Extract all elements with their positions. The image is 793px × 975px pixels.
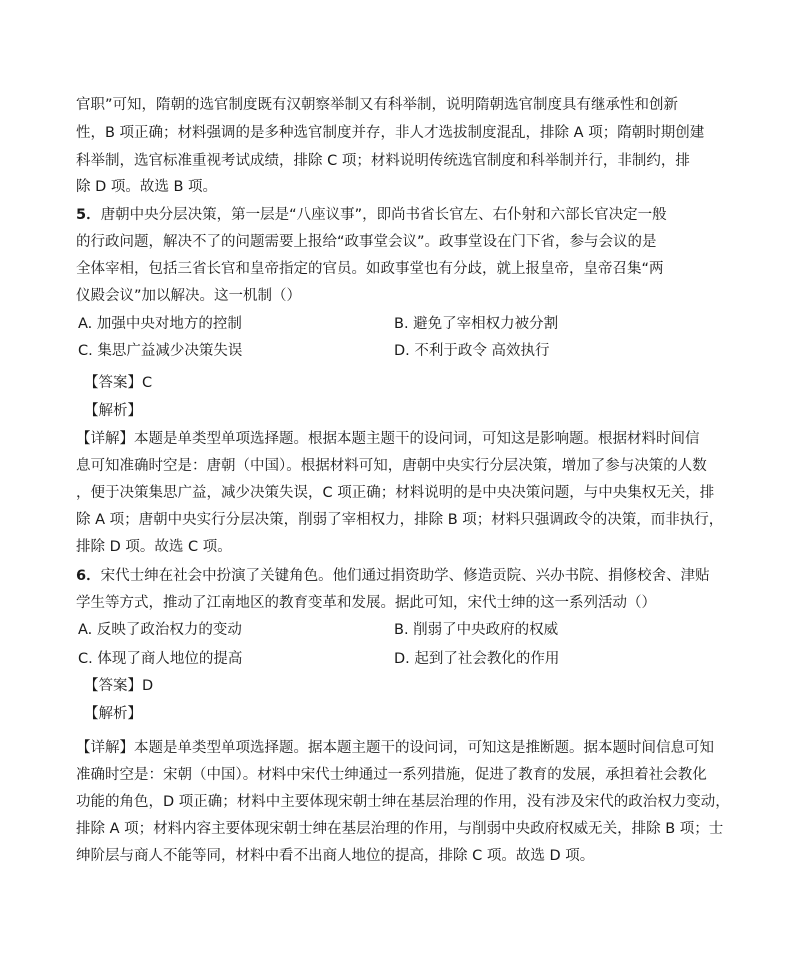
question-6-stem-line-2: 学生等方式，推动了江南地区的教育变革和发展。据此可知，宋代士绅的这一系列活动（） <box>76 595 656 611</box>
question-6-stem-text: 宋代士绅在社会中扮演了关键角色。他们通过捐资助学、修造贡院、兴办书院、捐修校舍、津贴 <box>100 568 710 584</box>
question-6-option-c: C. 体现了商人地位的提高 <box>78 651 243 667</box>
question-6-detail-line-1: 【详解】本题是单类型单项选择题。据本题主题干的设问词，可知这是推断题。据本题时间信息可知 <box>76 740 714 756</box>
question-5-option-a: A. 加强中央对地方的控制 <box>78 316 242 332</box>
question-6-detail-line-3: 功能的角色，D 项正确；材料中主要体现宋朝士绅在基层治理的作用，没有涉及宋代的政治权力变动， <box>76 794 730 810</box>
question-5-stem-line-1 <box>76 205 667 225</box>
question-6-option-a: A. 反映了政治权力的变动 <box>78 622 242 638</box>
question-6-number: 6． <box>76 568 101 584</box>
prev-explanation-line-4: 除 D 项。故选 B 项。 <box>76 179 218 195</box>
question-6-answer: 【答案】D <box>84 678 154 694</box>
question-6-detail-line-4: 排除 A 项；材料内容主要体现宋朝士绅在基层治理的作用，与削弱中央政府权威无关，排除 B 项；士 <box>76 821 724 837</box>
question-5-stem-line-3: 全体宰相，包括三省长官和皇帝指定的官员。如政事堂也有分歧，就上报皇帝，皇帝召集“两 <box>76 261 664 277</box>
prev-explanation-line-1: 官职”可知，隋朝的选官制度既有汉朝察举制又有科举制，说明隋朝选官制度具有继承性和创新 <box>76 97 679 113</box>
question-6-option-d: D. 起到了社会教化的作用 <box>394 651 560 667</box>
question-5-detail-line-2: 息可知准确时空是：唐朝（中国）。根据材料可知，唐朝中央实行分层决策，增加了参与决策的人数 <box>76 458 707 474</box>
question-5-option-d: D. 不利于政令 高效执行 <box>394 343 550 359</box>
question-5-number: 5． <box>76 207 101 223</box>
question-5-detail-line-1: 【详解】本题是单类型单项选择题。根据本题主题干的设问词，可知这是影响题。根据材料时间信 <box>76 431 700 447</box>
question-5-detail-line-4: 除 A 项；唐朝中央实行分层决策，削弱了宰相权力，排除 B 项；材料只强调政令的决策，而非执行， <box>76 512 724 528</box>
question-5-option-b: B. 避免了宰相权力被分割 <box>394 316 559 332</box>
question-5-stem-line-2: 的行政问题，解决不了的问题需要上报给“政事堂会议”。政事堂设在门下省，参与会议的是 <box>76 234 657 250</box>
question-5-analysis-label: 【解析】 <box>84 403 142 419</box>
question-6-detail-line-2: 准确时空是：宋朝（中国）。材料中宋代士绅通过一系列措施，促进了教育的发展，承担着社会教化 <box>76 767 707 783</box>
question-6-option-b: B. 削弱了中央政府的权威 <box>394 622 559 638</box>
question-5-stem-text: 唐朝中央分层决策，第一层是“八座议事”，即尚书省长官左、右仆射和六部长官决定一般 <box>100 207 667 223</box>
question-5-detail-line-5: 排除 D 项。故选 C 项。 <box>76 539 232 555</box>
question-6-detail-line-5: 绅阶层与商人不能等同，材料中看不出商人地位的提高，排除 C 项。故选 D 项。 <box>76 848 595 864</box>
prev-explanation-line-2: 性，B 项正确；材料强调的是多种选官制度并存，非人才选拔制度混乱，排除 A 项；隋朝时期创建 <box>76 125 705 141</box>
question-5-option-c: C. 集思广益减少决策失误 <box>78 343 243 359</box>
question-5-answer: 【答案】C <box>84 375 153 391</box>
prev-explanation-line-3: 科举制，选官标准重视考试成绩，排除 C 项；材料说明传统选官制度和科举制并行，非制约，排 <box>76 153 690 169</box>
question-6-analysis-label: 【解析】 <box>84 706 142 722</box>
question-6-stem-line-1 <box>76 566 710 586</box>
question-5-stem-line-4: 仪殿会议”加以解决。这一机制（） <box>76 288 302 304</box>
question-5-detail-line-3: ，便于决策集思广益，减少决策失误，C 项正确；材料说明的是中央决策问题，与中央集权无关，排 <box>76 485 715 501</box>
